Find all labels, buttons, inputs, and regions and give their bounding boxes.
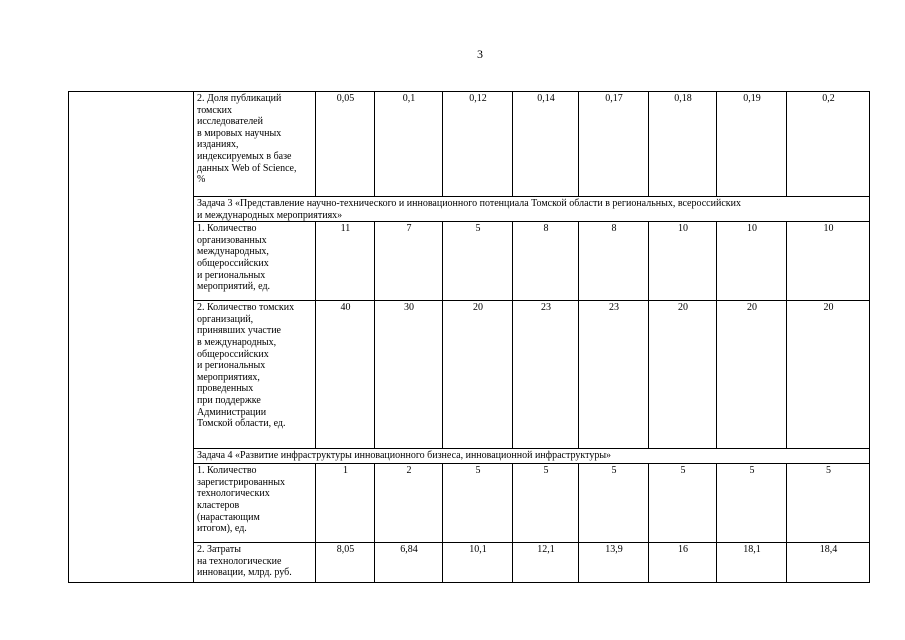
indicator-value: 5 bbox=[787, 464, 870, 543]
indicator-value: 8 bbox=[513, 222, 579, 301]
indicator-value: 10 bbox=[717, 222, 787, 301]
indicator-value: 2 bbox=[375, 464, 443, 543]
indicator-label: 1. Количество зарегистрированных технологических кластеров (нарастающим итогом), ед. bbox=[194, 464, 316, 543]
indicator-value: 5 bbox=[717, 464, 787, 543]
task-heading: Задача 3 «Представление научно-технического и инновационного потенциала Томской области в региональных, всероссийских и международных мероприятиях» bbox=[194, 197, 870, 222]
indicator-value: 1 bbox=[316, 464, 375, 543]
indicator-value: 0,19 bbox=[717, 92, 787, 197]
indicator-value: 10,1 bbox=[443, 543, 513, 583]
indicator-value: 0,2 bbox=[787, 92, 870, 197]
blank-column bbox=[69, 92, 194, 583]
indicator-value: 5 bbox=[579, 464, 649, 543]
indicator-value: 5 bbox=[443, 464, 513, 543]
indicator-value: 5 bbox=[513, 464, 579, 543]
indicator-value: 11 bbox=[316, 222, 375, 301]
indicator-value: 40 bbox=[316, 301, 375, 449]
indicator-value: 16 bbox=[649, 543, 717, 583]
indicator-value: 0,17 bbox=[579, 92, 649, 197]
indicator-value: 18,4 bbox=[787, 543, 870, 583]
indicator-label: 1. Количество организованных международных, общероссийских и региональных мероприятий, ед. bbox=[194, 222, 316, 301]
indicator-value: 8 bbox=[579, 222, 649, 301]
indicator-value: 20 bbox=[787, 301, 870, 449]
indicator-value: 20 bbox=[443, 301, 513, 449]
indicator-value: 0,12 bbox=[443, 92, 513, 197]
indicator-value: 12,1 bbox=[513, 543, 579, 583]
indicator-value: 7 bbox=[375, 222, 443, 301]
indicator-value: 10 bbox=[787, 222, 870, 301]
indicator-value: 6,84 bbox=[375, 543, 443, 583]
indicator-value: 23 bbox=[513, 301, 579, 449]
indicators-table bbox=[68, 91, 870, 583]
page-number: 3 bbox=[477, 47, 483, 61]
table-row bbox=[69, 92, 870, 197]
indicator-label: 2. Затраты на технологические инновации, млрд. руб. bbox=[194, 543, 316, 583]
indicator-value: 0,14 bbox=[513, 92, 579, 197]
indicator-value: 20 bbox=[649, 301, 717, 449]
indicator-value: 18,1 bbox=[717, 543, 787, 583]
indicator-value: 10 bbox=[649, 222, 717, 301]
indicator-value: 5 bbox=[443, 222, 513, 301]
indicator-value: 0,05 bbox=[316, 92, 375, 197]
indicator-label: 2. Количество томских организаций, принявших участие в международных, общероссийских и региональных мероприятиях, проведенных при поддержке Администрации Томской области, ед. bbox=[194, 301, 316, 449]
task-heading: Задача 4 «Развитие инфраструктуры инновационного бизнеса, инновационной инфраструктуры» bbox=[194, 449, 870, 464]
indicator-label: 2. Доля публикаций томских исследователей в мировых научных изданиях, индексируемых в базе данных Web of Science, % bbox=[194, 92, 316, 197]
indicator-value: 5 bbox=[649, 464, 717, 543]
indicator-value: 8,05 bbox=[316, 543, 375, 583]
indicator-value: 20 bbox=[717, 301, 787, 449]
indicator-value: 30 bbox=[375, 301, 443, 449]
indicator-value: 0,18 bbox=[649, 92, 717, 197]
indicator-value: 0,1 bbox=[375, 92, 443, 197]
indicator-value: 13,9 bbox=[579, 543, 649, 583]
indicator-value: 23 bbox=[579, 301, 649, 449]
